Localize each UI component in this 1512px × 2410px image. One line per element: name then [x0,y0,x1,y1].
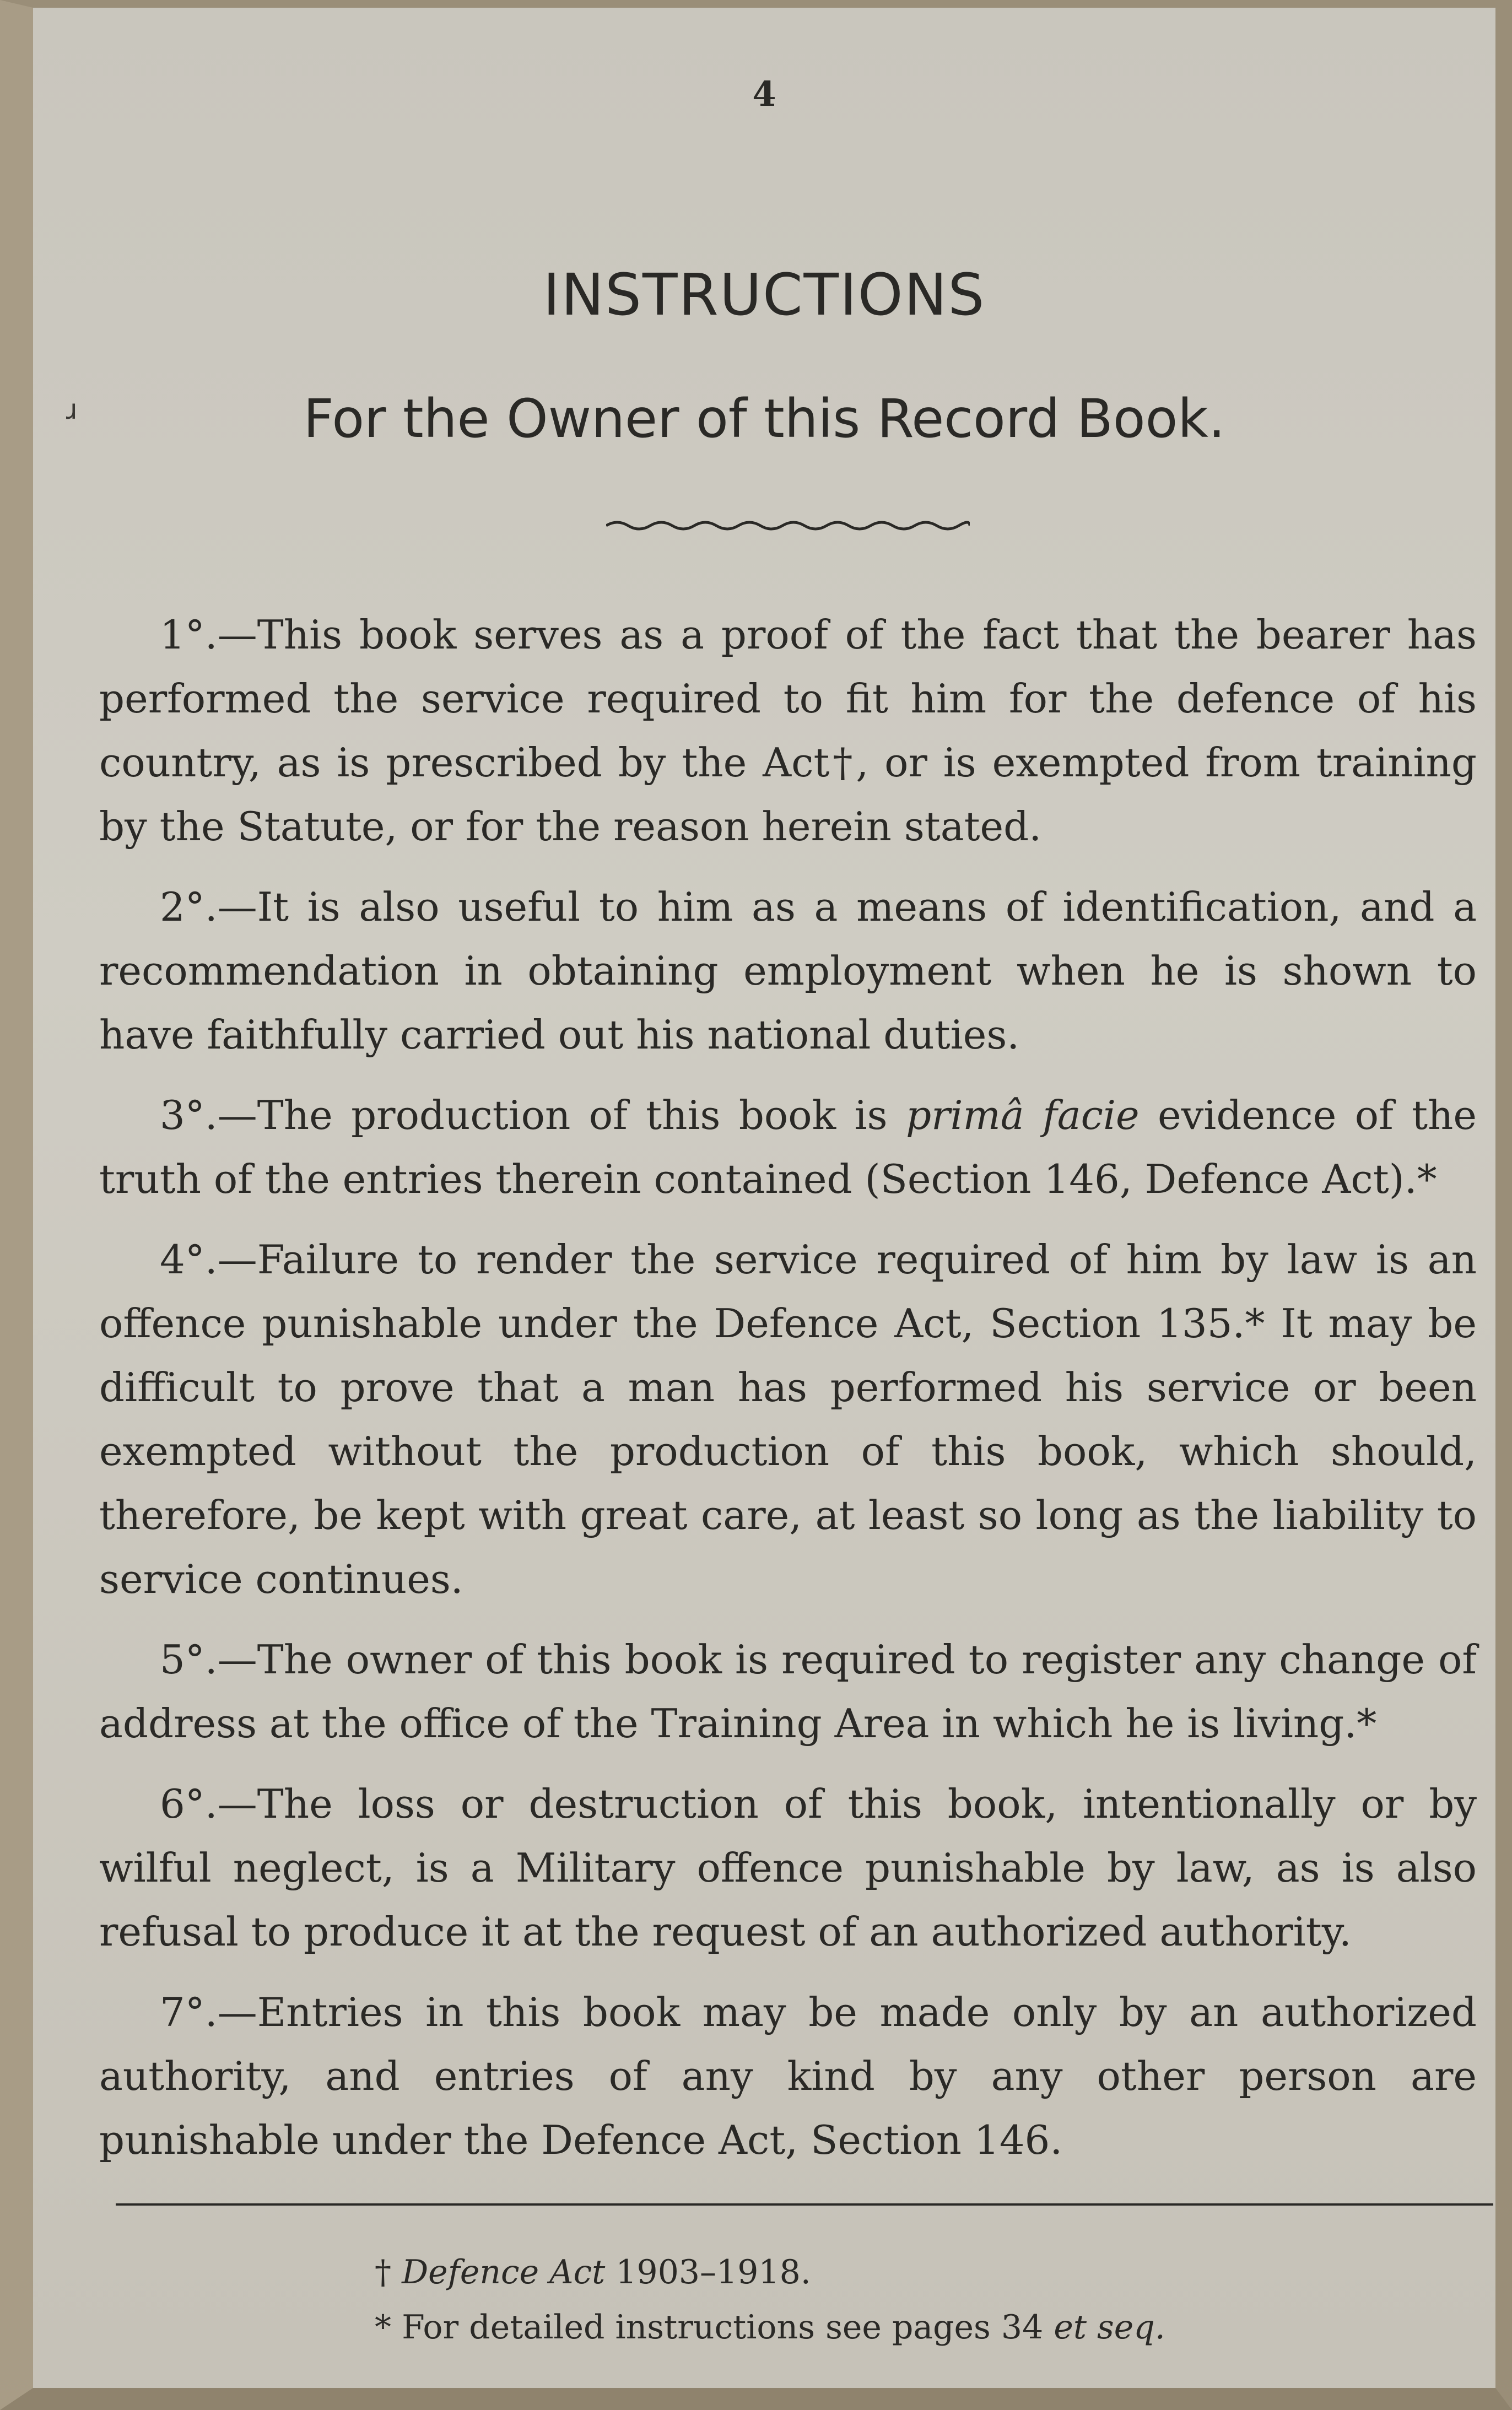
footnote-dagger: † Defence Act 1903–1918. [375,2253,811,2292]
wavy-divider [606,515,970,537]
page-heading: INSTRUCTIONS [543,261,986,328]
instructions-body [99,603,1477,2189]
instruction-paragraph-6: 6°.—The loss or destruction of this book, intentionally or by wilful neglect, is a Military offence punishable by law, as is also refusal to produce it at the request of an authorized authority. [99,1781,1477,1955]
instruction-paragraph-4: 4°.—Failure to render the service required of him by law is an offence punishable under the Defence Act, Section 135.* It may be difficult to prove that a man has performed his service or been exempted without the production of this book, which should, therefore, be kept with great care, at least so long as the liability to service continues. [99,1236,1477,1602]
page-number: 4 [752,74,776,114]
instruction-paragraph-3: 3°.—The production of this book is primâ facie evidence of the truth of the entries therein contained (Section 146, Defence Act).* [99,1092,1477,1202]
instruction-paragraph-1: 1°.—This book serves as a proof of the fact that the bearer has performed the service required to fit him for the defence of his country, as is prescribed by the Act†, or is exempted from training by the Statute, or for the reason herein stated. [99,612,1477,850]
margin-mark: ɹ [66,393,78,425]
page-subheading: For the Owner of this Record Book. [303,388,1225,450]
footnote-asterisk: * For detailed instructions see pages 34 et seq. [375,2308,1165,2347]
instruction-paragraph-2: 2°.—It is also useful to him as a means of identification, and a recommendation in obtaining employment when he is shown to have faithfully carried out his national duties. [99,884,1477,1058]
footnote-rule [116,2203,1493,2206]
latin-phrase: primâ facie [905,1092,1140,1138]
instruction-paragraph-5: 5°.—The owner of this book is required to register any change of address at the office of the Training Area in which he is living.* [99,1636,1477,1747]
instruction-paragraph-7: 7°.—Entries in this book may be made only by an authorized authority, and entries of any kind by any other person are punishable under the Defence Act, Section 146. [99,1989,1477,2163]
footnotes [375,2245,1422,2355]
